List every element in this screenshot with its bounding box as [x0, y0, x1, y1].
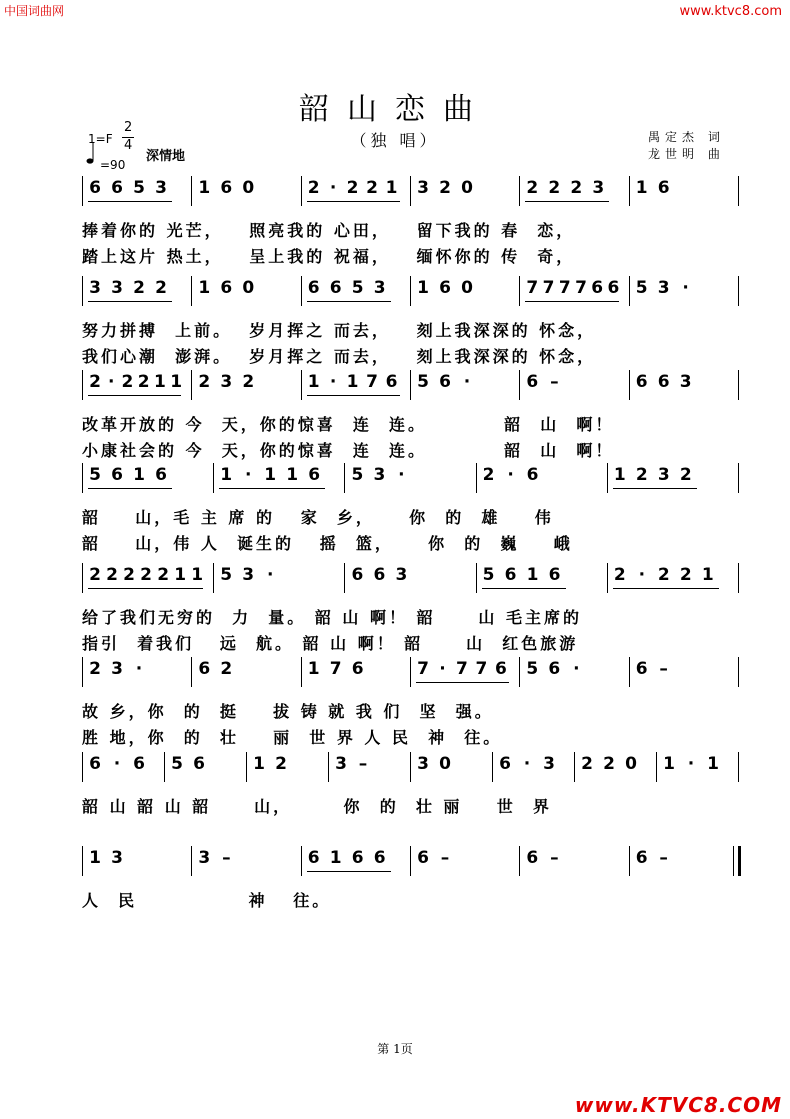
note: · [638, 565, 646, 585]
note: – [659, 848, 668, 868]
note: 3 [417, 754, 429, 774]
lyricist-credit: 禺定杰 词 [648, 130, 725, 144]
barline [82, 752, 83, 782]
note: 3 [679, 372, 692, 392]
note: 1 [153, 372, 166, 392]
final-barline [733, 846, 734, 876]
barline [410, 176, 411, 206]
note: · [687, 754, 695, 774]
note: 2 [307, 178, 320, 198]
note: 0 [625, 754, 637, 774]
note: 3 [111, 848, 123, 868]
note: 3 [198, 848, 211, 868]
note: 6 [351, 659, 364, 679]
lyric-line: 韶 山，伟 人 诞生的 摇 篮， 你 的 巍 峨 [82, 534, 573, 553]
beam-line [525, 301, 618, 302]
note: 6 [351, 848, 364, 868]
note: 5 [220, 565, 233, 585]
barline [410, 657, 411, 687]
note: · [507, 465, 514, 485]
barline [738, 370, 739, 400]
note: 6 [155, 465, 167, 485]
note: 1 [198, 278, 211, 298]
note: 5 [133, 178, 145, 198]
note: 6 [307, 278, 320, 298]
note: 2 [439, 178, 451, 198]
note: 1 [663, 754, 675, 774]
note: 7 [456, 659, 468, 679]
barline [301, 370, 302, 400]
page-number: 第 1页 [377, 1042, 413, 1056]
note: 1 [253, 754, 265, 774]
barline [738, 752, 739, 782]
note: 0 [242, 178, 255, 198]
barline [410, 846, 411, 876]
note: 1 [170, 372, 183, 392]
note: · [329, 178, 337, 198]
note: 3 [220, 372, 233, 392]
barline [82, 846, 83, 876]
expression-mark: 深情地 [146, 149, 186, 164]
note: · [398, 465, 405, 485]
note: 7 [558, 278, 571, 298]
barline [82, 176, 83, 206]
note: 1 [191, 565, 204, 585]
note: 7 [575, 278, 587, 298]
note: 1 [198, 178, 211, 198]
note: 6 [351, 565, 364, 585]
note: 6 [373, 565, 386, 585]
beam-line [88, 588, 203, 589]
barline [246, 752, 247, 782]
note: 2 [220, 659, 233, 679]
barline [574, 752, 575, 782]
barline [213, 563, 214, 593]
note: 2 [679, 465, 692, 485]
barline [410, 752, 411, 782]
lyric-line: 指引 着我们 远 航。 韶 山 啊！ 韶 山 红色旅游 [82, 634, 579, 653]
note: 5 [526, 659, 539, 679]
watermark-logo: www.KTVC8.COM [574, 1093, 782, 1117]
note: 6 [657, 178, 670, 198]
barline [344, 563, 345, 593]
note: 1 [329, 848, 342, 868]
beam-line [88, 488, 172, 489]
barline [492, 752, 493, 782]
beam-line [88, 201, 172, 202]
barline [607, 563, 608, 593]
note: – [550, 848, 559, 868]
note: 3 [155, 178, 167, 198]
note: 6 [111, 465, 123, 485]
note: 1 [635, 178, 648, 198]
note: 2 [635, 465, 648, 485]
lyric-line: 胜 地，你 的 壮 丽 世 界 人 民 神 往。 [82, 728, 503, 747]
barline [82, 276, 83, 306]
note: 6 [548, 565, 561, 585]
beam-line [525, 201, 609, 202]
note: 3 [89, 278, 101, 298]
note: · [573, 659, 580, 679]
note: 3 [592, 178, 605, 198]
time-signature-top: 2 [124, 120, 133, 135]
barline [82, 463, 83, 493]
composer-credit: 龙世明 曲 [648, 147, 725, 161]
note: 6 [439, 372, 451, 392]
note: 6 [526, 372, 539, 392]
beam-line [482, 588, 566, 589]
key-signature: 1=F [88, 132, 113, 146]
note: 6 [526, 465, 539, 485]
note: 3 [111, 278, 123, 298]
note: 2 [657, 565, 670, 585]
note: 5 [171, 754, 183, 774]
note: · [266, 565, 274, 585]
note: 2 [548, 178, 561, 198]
note: 2 [157, 565, 170, 585]
note: · [439, 659, 446, 679]
beam-line [613, 588, 719, 589]
note: – [550, 372, 559, 392]
note: 5 [351, 465, 364, 485]
lyric-line: 努力拼搏 上前。 岁月挥之 而去， 刻上我深深的 怀念， [82, 321, 597, 340]
time-signature-bottom: 4 [124, 138, 133, 153]
note: – [222, 848, 231, 868]
lyric-line: 人 民 神 往。 [82, 891, 332, 910]
note: 2 [106, 565, 118, 585]
note: · [113, 754, 121, 774]
barline [328, 752, 329, 782]
note: 3 [417, 178, 429, 198]
note: 0 [461, 178, 473, 198]
beam-line [307, 871, 391, 872]
note: · [244, 465, 252, 485]
note: 2 [137, 372, 150, 392]
note: 5 [482, 565, 495, 585]
barline [738, 563, 739, 593]
site-url[interactable]: www.ktvc8.com [679, 4, 782, 19]
barline [191, 276, 192, 306]
note: 1 [174, 565, 187, 585]
note: 2 [242, 372, 255, 392]
note: 1 [701, 565, 714, 585]
note: – [358, 754, 368, 774]
note: 1 [346, 372, 359, 392]
note: 5 [89, 465, 101, 485]
note: 6 [635, 659, 648, 679]
barline [301, 176, 302, 206]
note: 7 [417, 659, 429, 679]
barline [191, 846, 192, 876]
lyric-line: 韶 山，毛 主 席 的 家 乡， 你 的 雄 伟 [82, 508, 554, 527]
note: 7 [366, 372, 378, 392]
note: 6 [635, 372, 648, 392]
note: 7 [526, 278, 539, 298]
note: 1 [526, 565, 539, 585]
barline [519, 276, 520, 306]
note: 3 [335, 754, 347, 774]
note: 1 [307, 659, 320, 679]
note: 1 [89, 848, 101, 868]
beam-line [219, 488, 325, 489]
note: 6 [220, 278, 233, 298]
note: 6 [133, 754, 145, 774]
note: 2 [155, 278, 167, 298]
note: · [682, 278, 689, 298]
note: 3 [543, 754, 555, 774]
note: 2 [581, 754, 593, 774]
note: 3 [657, 278, 670, 298]
barline [519, 657, 520, 687]
note: 1 [613, 465, 626, 485]
note: 1 [133, 465, 145, 485]
note: 6 [635, 848, 648, 868]
note: 1 [707, 754, 719, 774]
barline [738, 657, 739, 687]
note: 2 [613, 565, 626, 585]
lyric-line: 我们心潮 澎湃。 岁月挥之 而去， 刻上我深深的 怀念， [82, 347, 597, 366]
note: 6 [607, 278, 620, 298]
note: 6 [193, 754, 205, 774]
note: 2 [89, 659, 101, 679]
note: 2 [123, 565, 135, 585]
note: 5 [417, 372, 429, 392]
barline [629, 657, 630, 687]
note: 3 [373, 278, 386, 298]
note: 6 [504, 565, 517, 585]
barline [82, 370, 83, 400]
note: 3 [373, 465, 386, 485]
note: 6 [329, 278, 342, 298]
barline [476, 463, 477, 493]
site-label[interactable]: 中国词曲网 [4, 4, 65, 18]
beam-line [613, 488, 697, 489]
note: 2 [679, 565, 692, 585]
barline [629, 370, 630, 400]
beam-line [416, 682, 509, 683]
beam-line [307, 301, 391, 302]
note: 6 [657, 372, 670, 392]
note: 7 [329, 659, 342, 679]
barline [164, 752, 165, 782]
note: 2 [140, 565, 152, 585]
note: 3 [657, 465, 670, 485]
lyric-line: 捧着你的 光芒， 照亮我的 心田， 留下我的 春 恋， [82, 221, 576, 240]
barline [629, 846, 630, 876]
note: 6 [307, 848, 320, 868]
note: 3 [111, 659, 123, 679]
note: 6 [385, 372, 398, 392]
note: · [135, 659, 143, 679]
note: 6 [373, 848, 386, 868]
note: 6 [198, 659, 211, 679]
note: 2 [346, 178, 359, 198]
note: 6 [591, 278, 604, 298]
note: 6 [548, 659, 561, 679]
barline [519, 176, 520, 206]
barline [738, 463, 739, 493]
barline [191, 657, 192, 687]
barline [629, 176, 630, 206]
note: 7 [542, 278, 555, 298]
note: · [523, 754, 531, 774]
barline [738, 176, 739, 206]
song-subtitle: （独 唱） [350, 131, 440, 150]
note: 0 [242, 278, 255, 298]
note: 6 [439, 278, 451, 298]
note: · [329, 372, 337, 392]
barline [191, 176, 192, 206]
barline [82, 657, 83, 687]
lyric-line: 小康社会的 今 天，你的惊喜 连 连。 韶 山 啊！ [82, 441, 615, 460]
barline [738, 846, 741, 876]
lyric-line: 踏上这片 热土， 呈上我的 祝福， 缅怀你的 传 奇， [82, 247, 576, 266]
note: 2 [198, 372, 211, 392]
beam-line [307, 201, 400, 202]
beam-line [88, 301, 172, 302]
note: 6 [526, 848, 539, 868]
barline [656, 752, 657, 782]
note: 6 [494, 659, 507, 679]
note: 1 [286, 465, 299, 485]
barline [410, 370, 411, 400]
note: 0 [461, 278, 473, 298]
barline [301, 657, 302, 687]
barline [410, 276, 411, 306]
note: 2 [482, 465, 495, 485]
barline [344, 463, 345, 493]
barline [301, 846, 302, 876]
note: 6 [417, 848, 429, 868]
lyric-line: 韶 山 韶 山 韶 山， 你 的 壮 丽 世 界 [82, 797, 552, 816]
lyric-line: 故 乡，你 的 挺 拔 铸 就 我 们 坚 强。 [82, 702, 494, 721]
barline [191, 370, 192, 400]
note: 6 [308, 465, 321, 485]
note: · [107, 372, 115, 392]
note: 6 [89, 178, 101, 198]
note: 3 [242, 565, 255, 585]
note: 2 [603, 754, 615, 774]
note: 2 [526, 178, 539, 198]
barline [607, 463, 608, 493]
note: 3 [395, 565, 408, 585]
note: · [463, 372, 471, 392]
beam-line [307, 395, 400, 396]
note: 1 [307, 372, 320, 392]
note: 6 [220, 178, 233, 198]
barline [738, 276, 739, 306]
note: 2 [89, 372, 101, 392]
barline [519, 846, 520, 876]
note: – [659, 659, 668, 679]
song-title: 韶山恋曲 [299, 92, 491, 127]
note: 2 [275, 754, 287, 774]
note: 2 [89, 565, 101, 585]
note: 2 [121, 372, 134, 392]
note: 5 [351, 278, 364, 298]
barline [213, 463, 214, 493]
note: 5 [635, 278, 648, 298]
lyric-line: 给了我们无穷的 力 量。 韶 山 啊！ 韶 山 毛主席的 [82, 608, 582, 627]
note: 2 [570, 178, 583, 198]
tempo-mark: =90 [100, 158, 126, 172]
barline [301, 276, 302, 306]
note: 1 [417, 278, 429, 298]
note: 1 [264, 465, 277, 485]
note: 6 [89, 754, 101, 774]
barline [519, 370, 520, 400]
barline [476, 563, 477, 593]
note: 7 [475, 659, 488, 679]
beam-line [88, 395, 181, 396]
note: 1 [220, 465, 233, 485]
barline [82, 563, 83, 593]
note: 2 [133, 278, 145, 298]
lyric-line: 改革开放的 今 天，你的惊喜 连 连。 韶 山 啊！ [82, 415, 615, 434]
barline [629, 276, 630, 306]
note: – [440, 848, 450, 868]
note: 0 [439, 754, 451, 774]
note: 6 [111, 178, 123, 198]
note: 2 [366, 178, 378, 198]
note: 1 [385, 178, 398, 198]
note: 6 [499, 754, 511, 774]
